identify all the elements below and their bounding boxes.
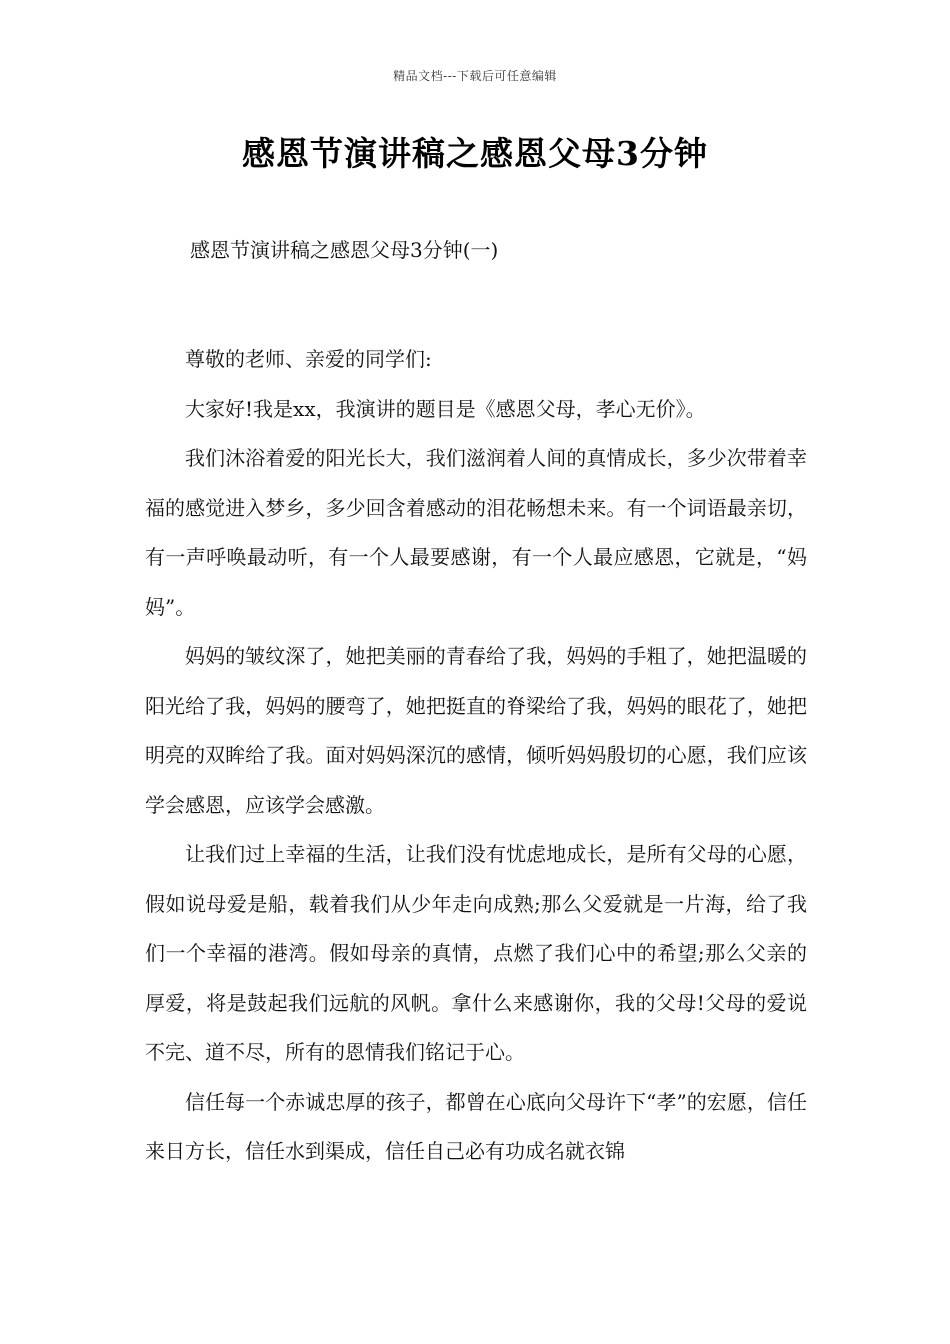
paragraph: 妈妈的皱纹深了，她把美丽的青春给了我，妈妈的手粗了，她把温暖的阳光给了我，妈妈的腰弯了，她把挺直的脊梁给了我，妈妈的眼花了，她把明亮的双眸给了我。面对妈妈深沉的感情，倾听妈妈殷切的心愿，我们应该学会感恩，应该学会感激。: [145, 644, 807, 817]
paragraph-salutation: 尊敬的老师、亲爱的同学们:: [185, 347, 432, 371]
page-title: 感恩节演讲稿之感恩父母3分钟: [242, 134, 708, 173]
paragraph: 我们沐浴着爱的阳光长大，我们滋润着人间的真情成长，多少次带着幸福的感觉进入梦乡，多少回含着感动的泪花畅想未来。有一个词语最亲切，有一声呼唤最动听，有一个人最要感谢，有一个人最应感恩，它就是，“妈妈”。: [145, 446, 807, 619]
header-note: 精品文档---下载后可任意编辑: [393, 69, 557, 83]
paragraph: 让我们过上幸福的生活，让我们没有忧虑地成长，是所有父母的心愿，假如说母爱是船，载着我们从少年走向成熟;那么父爱就是一片海，给了我们一个幸福的港湾。假如母亲的真情，点燃了我们心中的希望;那么父亲的厚爱，将是鼓起我们远航的风帆。拿什么来感谢你，我的父母!父母的爱说不完、道不尽，所有的恩情我们铭记于心。: [145, 842, 807, 1064]
paragraph: 信任每一个赤诚忠厚的孩子，都曾在心底向父母许下“孝”的宏愿，信任来日方长，信任水到渠成，信任自己必有功成名就衣锦: [145, 1089, 807, 1163]
body-text: [145, 335, 807, 1177]
paragraph-greeting: 大家好!我是xx，我演讲的题目是《感恩父母，孝心无价》。: [185, 396, 706, 421]
section-subtitle: 感恩节演讲稿之感恩父母3分钟(一): [190, 238, 499, 262]
